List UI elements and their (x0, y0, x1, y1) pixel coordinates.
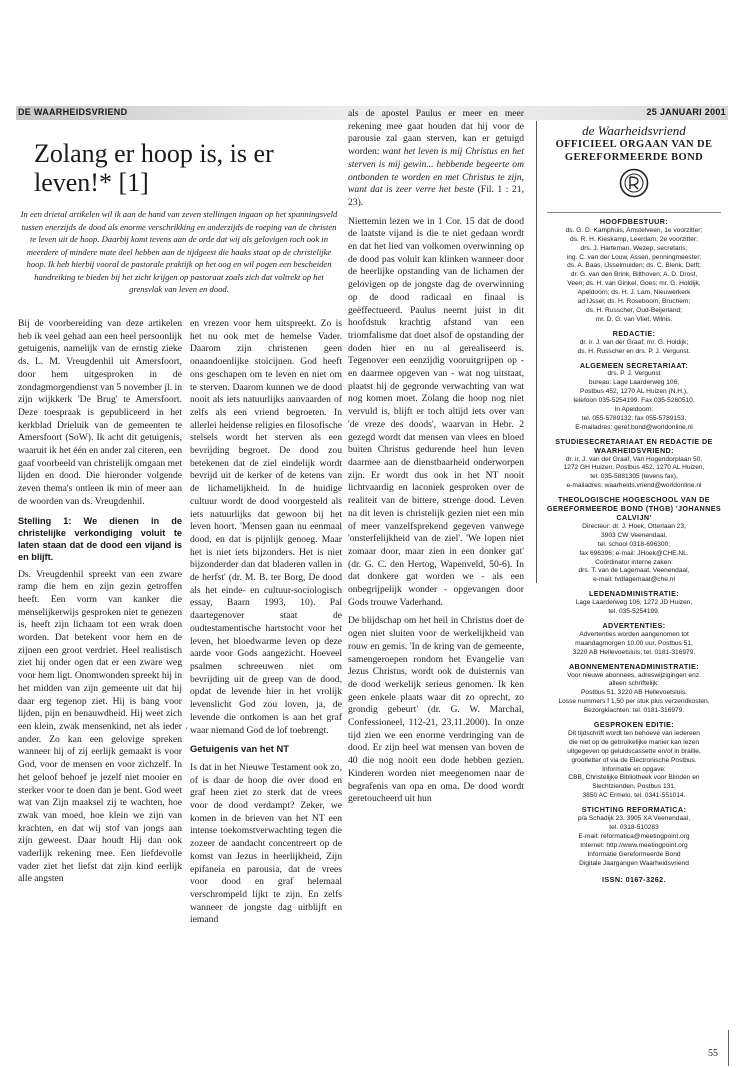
list-item: tel. 055-5789132; fax 055-5789153. (581, 414, 687, 422)
column-1 (18, 318, 182, 892)
list-item: CBB, Christelijke Bibliotheek voor Blinden en (568, 774, 700, 782)
colophon-sidebar (536, 121, 727, 884)
column-2 (190, 318, 342, 933)
list-item: ad IJssel; ds. H. Roseboom, Bruchem; (577, 298, 691, 306)
section-heading: REDACTIE: (612, 328, 656, 338)
paragraph: Is dat in het Nieuwe Testament ook zo, of is daar de hoop die over dood en graf heen ziet zo sterk dat de vrees voor de dood verdampt? Zeker, we komen in de brieven van het NT een intense toekomstverwachting tegen die zozeer de aandacht concentreert op de komst van Jezus in heerlijkheid, Zijn epifaneia en parousia, dat de vrees voor dood en graf helemaal verschrompeld lijkt te zijn. En zelfs wanneer de jongste dag uitblijft en iemand (190, 761, 342, 926)
bond-logo-icon (619, 168, 649, 198)
quote-italic: want het leven is mij Christus en het sterven is mij gewin... hebbende begeerte om ontbonden te worden en met Christus te zijn, want dat is zeer verre het beste (348, 146, 524, 196)
list-item: 3903 CW Veenendaal, (601, 531, 667, 539)
list-item: dr. ir. J. van der Graaf; mr. G. Holdijk; (579, 338, 689, 346)
colophon-brand: de Waarheidsvriend (582, 123, 686, 138)
list-item: Lage Laarderweg 106, 1272 JD Huizen, (575, 599, 693, 607)
page-edge-rule (728, 1030, 729, 1066)
list-item: tel. 035-5254199. (608, 608, 660, 616)
paragraph: Niettemin lezen we in 1 Cor. 15 dat de dood de laatste vijand is die te niet gedaan wordt en dat het lied van volkomen overwinning op de dood pas voluit kan klinken wanneer door de heerlijke opstanding van de lichamen der gelovigen op de jongste dag de overwinning op de dood radicaal en finaal is geëffectueerd. Paulus neemt juist in dit hoofdstuk krachtig afstand van een triomfalisme dat doet alsof de opstanding der doden hier en nu al gerealiseerd is. Tegenover een eenzijdig vooruitgrijpen op - en daarmee opgeven van - wat nog uitstaat, plaatst hij de gegronde verwachting van wat nog komen moet. Zolang die hoop nog niet vervuld is, blijft er toch altijd iets over van 'de vreze des doods', waarvan in Hebr. 2 gezegd wordt dat mensen van vlees en bloed buiten Christus gedurende heel hun leven daarmee aan de dienstbaarheid onderworpen zijn. Er wordt dus ook in het NT nooit lichtvaardig en laconiek gesproken over de realiteit van de bittere, strenge dood. Leven na dit leven is christelijk gezien niet een min of meer vanzelfsprekend gegeven vanwege 'onsterfelijkheid van de ziel'. 'We lopen niet zomaar door, maar zien in een donker gat' (dr. G. C. den Hertog, Wapenveld, 50-6). In dat donkere gat worden we - als een onbegrijpelijk wonder - opgevangen door Gods trouwe Vaderhand. (348, 215, 524, 608)
list-item: Informatie en opgave: (602, 765, 666, 773)
list-item: mr. D. G. van Vliet, Wilnis. (595, 315, 673, 323)
list-item: die niet op de gebruikelijke manier kan lezen (568, 738, 700, 746)
list-item: uitgegeven op geluidscassette en/of in braille, (567, 747, 701, 755)
hoofdbestuur-list (541, 227, 727, 325)
article-intro: In een drietal artikelen wil ik aan de hand van zeven stellingen ingaan op het spanningsveld tussen enerzijds de dood als enorme verschrikking en anderzijds de roeping van de christen te leven uit de hoop. Daarbij komt tevens aan de orde dat wij als gelovigen toch ook in meerdere of mindere mate deel hebben aan de tijdgeest die haaks staat op de christelijke hoop. Ik heb hierbij vooral de pastorale praktijk op het oog en wil pogen een bescheiden handreiking te bieden bij het zicht krijgen op pastoraat zoals zich dat voltrekt op het grensvlak van leven en dood. (20, 209, 338, 294)
list-item: In Apeldoorn: (614, 406, 654, 414)
list-item: drs. J. Harteman, Wezep, secretaris; (580, 244, 688, 252)
section-heading: ALGEMEEN SECRETARIAAT: (579, 360, 689, 370)
issn: ISSN: 0167-3262. (602, 874, 666, 884)
list-item: Slechtzienden, Postbus 131, (592, 783, 676, 791)
text-run: als de apostel Paulus er meer en meer rekening mee gaat houden dat hij voor de parousie zal gaan sterven, kan er getuigd worden: (348, 108, 524, 158)
website-address: Internet: http://www.meetingpoint.org (580, 841, 688, 849)
list-item: alleen schriftelijk: (608, 680, 660, 688)
list-item: tel. 0318-510283 (609, 824, 659, 831)
list-item: ds. H. Russcher en drs. P. J. Vergunst. (577, 347, 691, 355)
list-item: drs. P. J. Vergunst (607, 370, 661, 378)
article-title: Zolang er hoop is, is er leven!* [1] (34, 139, 274, 197)
list-item: telefoon 035-5254199. Fax 035-5260510. (573, 397, 695, 405)
list-item: ds. A. Baas, IJsselmuiden; ds. C. Blenk, Delft; (567, 262, 701, 270)
list-item: 3220 AB Hellevoetsluis, tel. 0181-316979. (572, 648, 696, 656)
subheading: Getuigenis van het NT (190, 743, 289, 755)
list-item: fax 696396; e-mail: JHoek@CHE.NL. (579, 549, 689, 557)
email-address: e-mailadres: waarheids.vriend@worldonline.nl (566, 482, 702, 490)
list-item: ing. C. van der Louw, Assen, penningmeester; (566, 253, 702, 261)
divider (547, 212, 721, 213)
list-item: p/a Schadijk 23, 3905 XA Veenendaal, (577, 815, 691, 823)
paragraph: De blijdschap om het heil in Christus doet de ogen niet sluiten voor de werkelijkheid van rouw en gemis. 'In de kring van de gemeente, samengeroepen rondom het Evangelie van Jezus Christus, wordt ook de duisternis van de dood werkelijk serieus genomen. Ik ken geen enkele plaats waar dit zo oprecht, zo grondig gebeurt' (dr. G. W. Marchal, Confessioneel, 112-21, 23.11.2000). In onze tijd zien we een enorme verdringing van de dood. Er zijn heel wat mensen van boven de 40 die nog nooit een dode hebben gezien. Kinderen worden niet meegenomen naar de begrafenis van opa en oma. De dood wordt geretoucheerd uit hun (348, 615, 524, 805)
list-item: Veen; ds. H. van Ginkel, Goes; mr. G. Holdijk, (567, 280, 701, 288)
list-item: 3850 AC Ermelo, tel. 0341-551014. (582, 792, 686, 800)
paragraph: Bij de voorbereiding van deze artikelen heb ik veel gehad aan een heel persoonlijk getuigenis, namelijk van de ernstig zieke ds. L. M. Vreugdenhil uit Amersfoort, door hem uitgesproken in de zondagmorgendienst van 5 november jl. in zijn wijkkerk 'De Brug' te Amersfoort. Deze toespraak is gepubliceerd in het kerkblad Drieluik van de gemeenten te Amersfoort (SoW). Ik acht dit getuigenis, waaruit ik het één en ander zal citeren, een gaaf voorbeeld van christelijk omgaan met lijden en dood. Die hieronder volgende zeven thema's ontleen ik min of meer aan de woorden van ds. Vreugdenhil. (18, 318, 182, 507)
column-3 (348, 108, 524, 812)
list-item: Apeldoorn; ds. H. J. Lam, Nieuwerkerk (577, 289, 691, 297)
colophon-subtitle: OFFICIEEL ORGAAN VAN DE GEREFORMEERDE BOND (555, 139, 713, 163)
list-item: Postbus 452, 1270 AL Huizen (N.H.), (580, 388, 688, 396)
list-item: Dit tijdschrift wordt ten behoeve van iedereen (568, 729, 700, 737)
list-item: Voor nieuwe abonnees, adreswijzigingen enz. (567, 671, 701, 679)
list-item: ds. R. H. Kieskamp, Leerdam, 2e voorzitter; (570, 235, 698, 243)
stray-mark: ' (186, 726, 188, 735)
section-heading: STICHTING REFORMATICA: (581, 805, 687, 815)
list-item: Directeur: dr. J. Hoek, Otterlaan 23, (582, 522, 686, 530)
list-item: tel. 035-5881305 (tevens fax), (590, 473, 678, 481)
text-run: (Fil. 1 : 21, 23). (348, 184, 524, 208)
email-address: E-mail: reformatica@meetingpoint.org (578, 832, 690, 840)
publication-name: DE WAARHEIDSVRIEND (18, 107, 128, 117)
section-heading: STUDIESECRETARIAAT EN REDACTIE DE WAARHEIDSVRIEND: (555, 436, 713, 455)
email-address: E-mailadres: geref.bond@worldonline.nl (575, 423, 693, 431)
page-number: 55 (708, 1048, 718, 1059)
issue-date: 25 JANUARI 2001 (646, 107, 726, 117)
list-item: ds. G. D. Kamphuis, Amstelveen, 1e voorzitter; (565, 226, 703, 234)
list-item: bureau: Lage Laarderweg 106, (588, 379, 680, 387)
section-heading: GESPROKEN EDITIE: (593, 720, 675, 730)
list-item: 1272 GH Huizen, Postbus 452, 1270 AL Huizen, (563, 464, 705, 472)
list-item: Postbus 51, 3220 AB Hellevoetsluis. (581, 689, 687, 697)
paragraph: Ds. Vreugdenhil spreekt van een zware ramp die hem en zijn gezin getroffen heeft. Een vorm van kanker die menselijkerwijs gesproken niet te genezen is, heeft zijn lichaam tot een wrak doen worden. Dat betekent voor hem en de zijnen een groot verdriet. Heel realistisch ziet hij onder ogen dat er een zware weg voor hem ligt. Onomwonden spreekt hij in het midden van zijn gemeente uit dat hij daar erg tegenop ziet. Hij is bang voor lijden, pijn en benauwdheid. Hij weet zich een klein, zwak mensenkind, net als ieder ander. Zo kan een gelovige spreken wanneer hij of zij eerlijk gemaakt is voor God, voor de mensen en voor zichzelf. In het geloof behoef je jezelf niet mooier en sterker voor te doen dan je bent. God weet wat van Zijn maaksel zij te wachten, hoe zwak van moed, hoe klein we zijn van krachten, en dat wij stof van jongs aan zijn geweest. Daar houdt Hij dan ook vaderlijk rekening mee. Een liefdevolle vader ziet het liefst dat zijn kind eerlijk alle angsten (18, 568, 182, 885)
list-item: Coördinator interne zaken: (595, 558, 673, 566)
section-heading: ABONNEMENTENADMINISTRATIE: (568, 661, 700, 671)
section-heading: ADVERTENTIES: (602, 620, 666, 630)
list-item: tel. school 0318-696300; (597, 540, 671, 548)
list-item: drs. T. van de Lagemaat, Veenendaal, (578, 567, 690, 575)
paragraph (348, 108, 524, 210)
list-item: dr. ir. J. van der Graaf, Van Hogendorplaan 50, (565, 455, 703, 463)
list-item: Informatie Gereformeerde Bond (587, 850, 681, 858)
list-item: Digitale Jaargangen Waarheidsvriend (579, 859, 689, 867)
section-heading: HOOFDBESTUUR: (599, 216, 669, 226)
list-item: Advertenties worden aangenomen tot (579, 630, 689, 638)
stelling-heading: Stelling 1: We dienen in de christelijke verkondiging voluit te laten staan dat de dood een vijand is en blijft. (18, 515, 182, 562)
section-heading: LEDENADMINISTRATIE: (588, 589, 680, 599)
email-address: e-mail: tvdlagemaat@che.nl (593, 576, 675, 584)
list-item: Losse nummers f 1,50 per stuk plus verzendkosten. Bezorgklachten: tel. 0181-316979. (558, 698, 710, 715)
section-heading: THEOLOGISCHE HOGESCHOOL VAN DE GEREFORMEERDE BOND (THGB) 'JOHANNES CALVIJN' (546, 495, 722, 522)
paragraph: en vrezen voor hem uitspreekt. Zo is het nu ook met de hemelse Vader. Daarom zijn christenen geen onaandoenlijke stoïcijnen. God heeft ons geschapen om te leven en niet om te sterven. Daarom kunnen we de dood nooit als iets natuurlijks aanvaarden of zelfs als een vriend begroeten. In allerlei heidense religies en filosofische stelsels wordt het sterven als een bevrijding begroet. De dood zou betekenen dat de ziel eindelijk wordt bevrijd uit de kerker of de ketens van de lichamelijkheid. In de huidige cultuur wordt de dood voorgesteld als iets natuurlijks dat gewoon bij het leven hoort. 'Mensen gaan nu eenmaal dood, en dat is pijnlijk genoeg. Maar het is niet iets bijzonders. Het is niet bijzonderder dan dat bladeren vallen in de herfst' (dr. M. B. ter Borg, De dood als het einde- en cultuur-sociologisch essay, Baarn 1993, 10). Pal daartegenover staat de oudtestamentische hartstocht voor het leven, het bloedwarme leven op deze aarde voor Gods aangezicht. Hoeveel psalmen schreeuwen niet om bevrijding uit de greep van de dood, opdat de levende hier in het vrolijk levenslicht God zou loven, ja, de levende die ontkomen is aan het graf waar niemand God de lof toebrengt. (190, 318, 342, 736)
list-item: maandagmorgen 10.00 uur, Postbus 51, (575, 639, 693, 647)
list-item: dr. G. van den Brink, Bilthoven; A. D. Drost, (570, 271, 698, 279)
list-item: ds. H. Russcher, Oud-Beijerland; (585, 306, 683, 314)
list-item: grootletter of via de Electronische Postbus. (571, 756, 697, 764)
